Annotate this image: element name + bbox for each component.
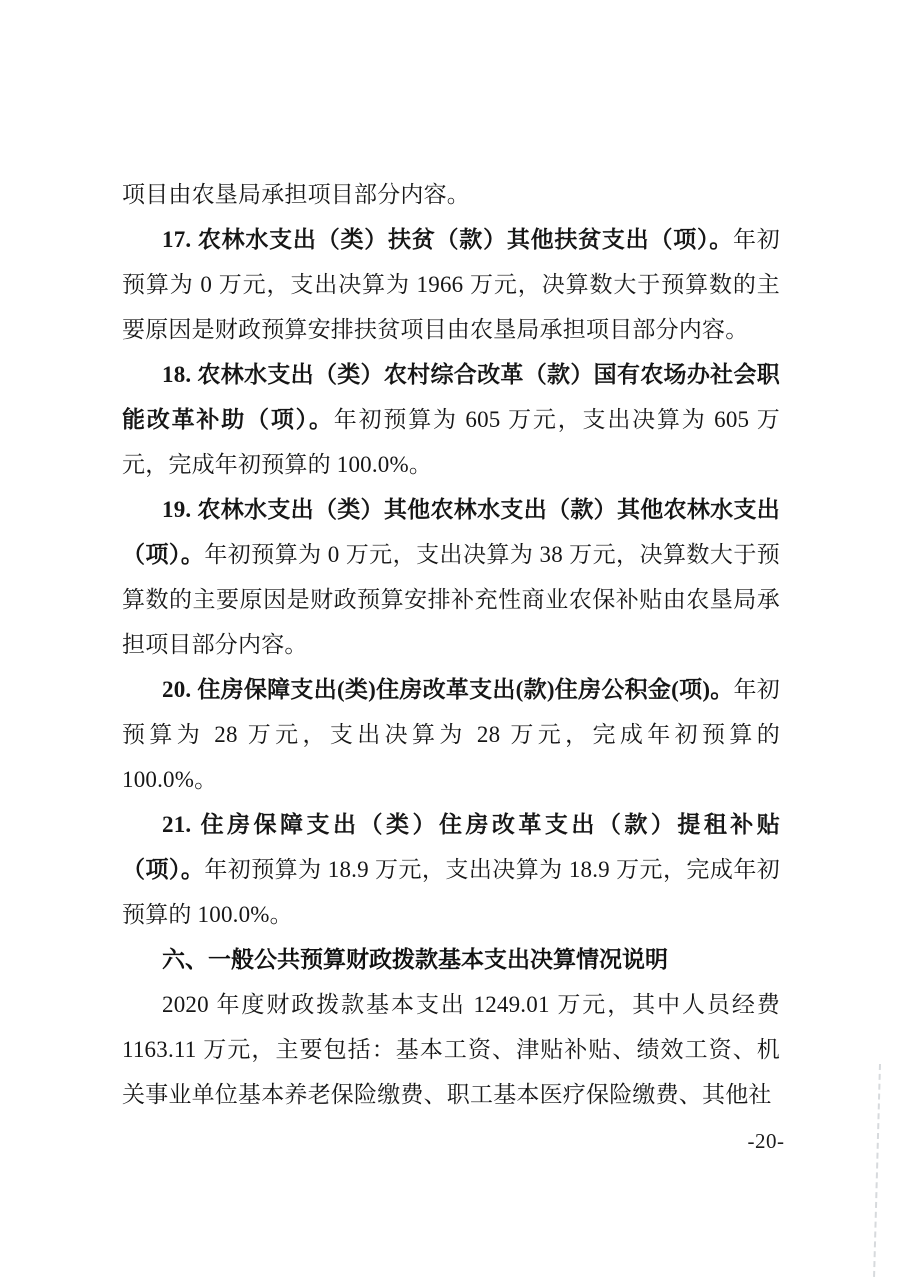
paragraph-18-body: 年初预算为 605 万元，支出决算为 605 万元，完成年初预算的 100.0%。 — [122, 407, 780, 477]
paragraph-19-body: 年初预算为 0 万元，支出决算为 38 万元，决算数大于预算数的主要原因是财政预算安排补充性商业农保补贴由农垦局承担项目部分内容。 — [122, 542, 780, 657]
paragraph-item-20 — [122, 667, 780, 802]
paragraph-18-lead: 18. 农林水支出（类）农村综合改革（款）国有农场办社会职能改革补助（项）。 — [122, 362, 780, 432]
section-heading: 六、一般公共预算财政拨款基本支出决算情况说明 — [162, 946, 668, 972]
document-body — [122, 172, 780, 1117]
page-number: -20- — [747, 1129, 785, 1153]
paragraph-17-lead: 17. 农林水支出（类）扶贫（款）其他扶贫支出（项）。 — [162, 227, 734, 252]
paragraph-17-body: 年初预算为 0 万元，支出决算为 1966 万元，决算数大于预算数的主要原因是财政预算安排扶贫项目由农垦局承担项目部分内容。 — [122, 227, 780, 342]
paragraph-continuation-text: 项目由农垦局承担项目部分内容。 — [122, 182, 470, 207]
paragraph-21-lead: 21. 住房保障支出（类）住房改革支出（款）提租补贴（项）。 — [122, 812, 780, 882]
paragraph-item-18 — [122, 352, 780, 487]
scan-artifact-dashed-line — [873, 1064, 881, 1277]
paragraph-item-17 — [122, 217, 780, 352]
paragraph-item-19 — [122, 487, 780, 667]
paragraph-21-body: 年初预算为 18.9 万元，支出决算为 18.9 万元，完成年初预算的 100.0%。 — [122, 857, 780, 927]
paragraph-closing: 2020 年度财政拨款基本支出 1249.01 万元，其中人员经费 1163.11 万元，主要包括：基本工资、津贴补贴、绩效工资、机关事业单位基本养老保险缴费、职工基本医疗保险缴费、其他社 — [122, 992, 780, 1107]
paragraph-20-lead: 20. 住房保障支出(类)住房改革支出(款)住房公积金(项)。 — [162, 677, 734, 702]
paragraph-continuation — [122, 172, 780, 217]
paragraph-19-lead: 19. 农林水支出（类）其他农林水支出（款）其他农林水支出（项）。 — [122, 497, 780, 567]
paragraph-item-21 — [122, 802, 780, 937]
paragraph-20-body: 年初预算为 28 万元，支出决算为 28 万元，完成年初预算的 100.0%。 — [122, 677, 780, 792]
